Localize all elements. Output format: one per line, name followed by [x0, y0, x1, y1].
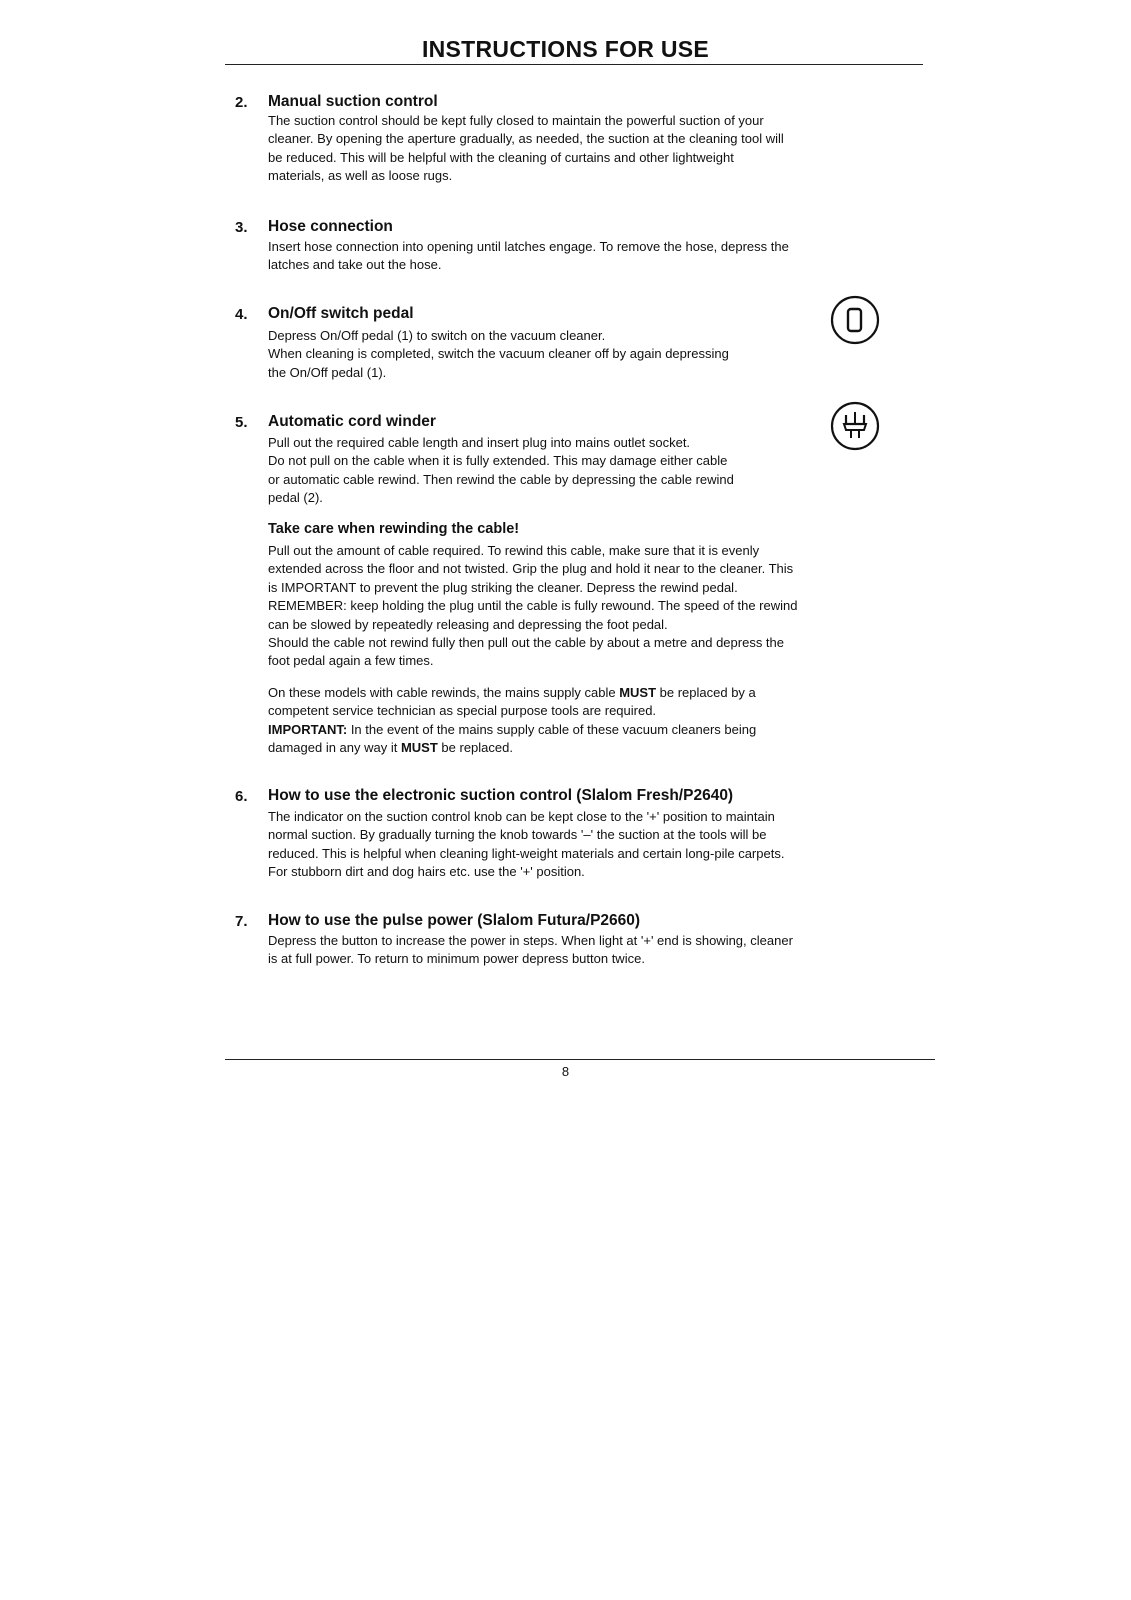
section-4-number: 4.: [235, 306, 248, 323]
text-line: extended across the floor and not twisted. Grip the plug and hold it near to the cleaner. This: [268, 561, 794, 577]
text-line: the On/Off pedal (1).: [268, 364, 387, 380]
section-2-body: [268, 112, 898, 186]
text-line: [268, 684, 898, 702]
note-text: In the event of the mains supply cable of these vacuum cleaners being: [347, 721, 757, 737]
text-line: normal suction. By gradually turning the knob towards '–' the suction at the tools will be: [268, 827, 767, 843]
section-2-number: 2.: [235, 94, 248, 111]
text-line: pedal (2).: [268, 490, 323, 506]
section-7-body: [268, 932, 898, 969]
section-3-heading: Hose connection: [268, 218, 393, 235]
text-line: can be slowed by repeatedly releasing and depressing the foot pedal.: [268, 616, 668, 632]
footer-rule: [225, 1059, 935, 1060]
section-7-heading: How to use the pulse power (Slalom Futura/P2660): [268, 912, 641, 929]
caution-subheading: Take care when rewinding the cable!: [268, 521, 520, 537]
header-rule: [225, 64, 923, 65]
note-text: damaged in any way it: [268, 740, 401, 756]
text-line: Do not pull on the cable when it is fully extended. This may damage either cable: [268, 453, 728, 469]
section-4-heading: On/Off switch pedal: [268, 305, 414, 322]
cord-rewind-plug-icon: [829, 400, 881, 452]
section-6-body: [268, 808, 898, 882]
text-line: The indicator on the suction control knob can be kept close to the '+' position to maintain: [268, 809, 775, 824]
section-7-number: 7.: [235, 913, 248, 930]
text-line: [268, 739, 898, 757]
text-line: Insert hose connection into opening until latches engage. To remove the hose, depress the: [268, 239, 789, 254]
text-line: or automatic cable rewind. Then rewind the cable by depressing the cable rewind: [268, 471, 734, 487]
section-5-number: 5.: [235, 414, 248, 431]
text-line: cleaner. By opening the aperture gradually, as needed, the suction at the cleaning tool will: [268, 131, 784, 147]
text-line: Pull out the required cable length and insert plug into mains outlet socket.: [268, 435, 691, 450]
text-line: Pull out the amount of cable required. To rewind this cable, make sure that it is evenly: [268, 543, 760, 558]
text-line: reduced. This is helpful when cleaning light-weight materials and certain long-pile carpets.: [268, 845, 785, 861]
section-6-heading: How to use the electronic suction control (Slalom Fresh/P2640): [268, 787, 734, 804]
section-3-body: [268, 238, 898, 275]
text-line: When cleaning is completed, switch the vacuum cleaner off by again depressing: [268, 346, 729, 362]
section-3-number: 3.: [235, 219, 248, 236]
text-line: The suction control should be kept fully closed to maintain the powerful suction of your: [268, 113, 764, 128]
emphasis-must: MUST: [619, 685, 657, 700]
text-line: be reduced. This will be helpful with the cleaning of curtains and other lightweight: [268, 149, 734, 165]
note-text: be replaced.: [437, 740, 513, 756]
note-text: be replaced by a: [656, 685, 756, 700]
section-6-number: 6.: [235, 788, 248, 805]
section-2-heading: Manual suction control: [268, 93, 438, 110]
section-4-body: [268, 327, 898, 382]
page-title: INSTRUCTIONS FOR USE: [421, 36, 710, 62]
page-number: 8: [561, 1064, 570, 1079]
power-switch-icon: [829, 294, 881, 346]
text-line: materials, as well as loose rugs.: [268, 168, 453, 184]
text-line: [268, 721, 898, 739]
text-line: REMEMBER: keep holding the plug until the cable is fully rewound. The speed of the rewind: [268, 598, 798, 614]
text-line: is at full power. To return to minimum power depress button twice.: [268, 951, 645, 967]
text-line: competent service technician as special purpose tools are required.: [268, 703, 657, 719]
caution-body: [268, 542, 898, 671]
text-line: For stubborn dirt and dog hairs etc. use the '+' position.: [268, 864, 585, 880]
text-line: foot pedal again a few times.: [268, 653, 434, 669]
text-line: latches and take out the hose.: [268, 257, 442, 273]
text-line: is IMPORTANT to prevent the plug striking the cleaner. Depress the rewind pedal.: [268, 579, 738, 595]
cable-replacement-note: [268, 684, 898, 758]
emphasis-important: IMPORTANT:: [268, 721, 348, 737]
emphasis-must: MUST: [400, 740, 438, 756]
note-text: On these models with cable rewinds, the mains supply cable: [268, 685, 620, 700]
text-line: Depress On/Off pedal (1) to switch on the vacuum cleaner.: [268, 328, 606, 343]
section-5-heading: Automatic cord winder: [268, 413, 436, 430]
text-line: Should the cable not rewind fully then pull out the cable by about a metre and depress the: [268, 635, 785, 651]
text-line: Depress the button to increase the power in steps. When light at '+' end is showing, cleaner: [268, 933, 793, 948]
section-5-body: [268, 434, 898, 508]
